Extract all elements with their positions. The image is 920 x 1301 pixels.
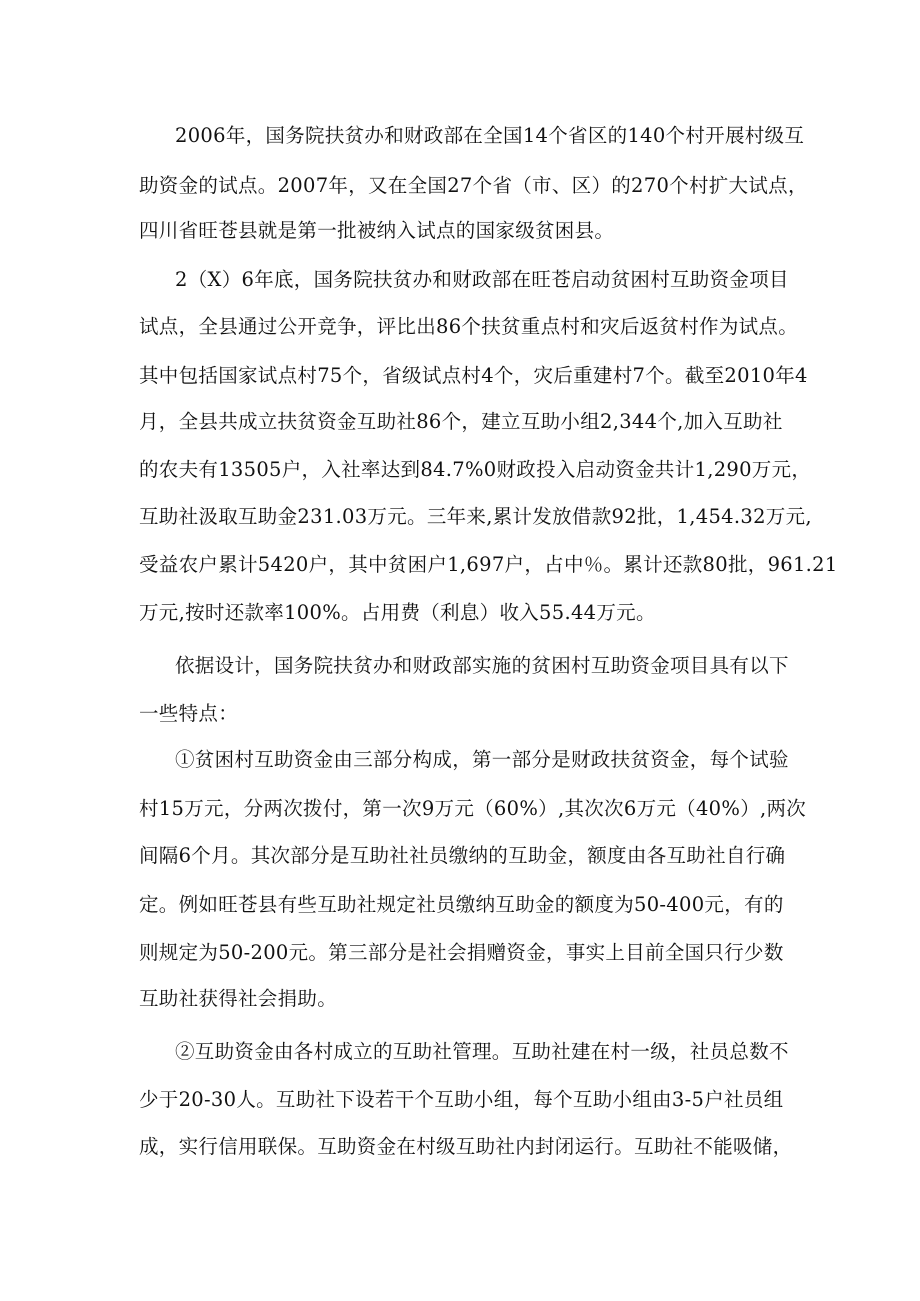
paragraph-2-line-2: 试点，全县通过公开竞争，评比出86个扶贫重点村和灾后返贫村作为试点。: [139, 315, 799, 338]
paragraph-5-line-1: ②互助资金由各村成立的互助社管理。互助社建在村一级，社员总数不: [175, 1040, 789, 1063]
paragraph-4-line-5: 则规定为50-200元。第三部分是社会捐赠资金，事实上目前全国只行少数: [139, 941, 784, 964]
paragraph-4-line-3: 间隔6个月。其次部分是互助社社员缴纳的互助金，额度由各互助社自行确: [139, 844, 786, 867]
paragraph-2-line-6: 互助社汲取互助金231.03万元。三年来,累计发放借款92批，1,454.32万元,: [139, 505, 812, 528]
paragraph-3-line-1: 依据设计，国务院扶贫办和财政部实施的贫困村互助资金项目具有以下: [175, 654, 789, 677]
paragraph-1-line-2: 助资金的试点。2007年，又在全国27个省（市、区）的270个村扩大试点，: [139, 174, 808, 197]
paragraph-1-line-1: 2006年，国务院扶贫办和财政部在全国14个省区的140个村开展村级互: [175, 124, 805, 147]
paragraph-2-line-5: 的农夫有13505户，入社率达到84.7%0财政投入启动资金共计1,290万元，: [139, 458, 812, 481]
paragraph-2-line-4: 月，全县共成立扶贫资金互助社86个，建立互助小组2,344个,加入互助社: [139, 410, 783, 433]
paragraph-4-line-6: 互助社获得社会捐助。: [139, 987, 338, 1010]
paragraph-4-line-2: 村15万元，分两次拨付，第一次9万元（60%）,其次次6万元（40%）,两次: [139, 797, 807, 820]
paragraph-3-line-2: 一些特点：: [139, 702, 239, 725]
paragraph-5-line-2: 少于20-30人。互助社下设若干个互助小组，每个互助小组由3-5户社员组: [139, 1088, 784, 1111]
paragraph-5-line-3: 成，实行信用联保。互助资金在村级互助社内封闭运行。互助社不能吸储，: [139, 1135, 793, 1158]
paragraph-2-line-7: 受益农户累计5420户，其中贫困户1,697户，占中％。累计还款80批，961.21: [139, 553, 838, 576]
paragraph-4-line-4: 定。例如旺苍县有些互助社规定社员缴纳互助金的额度为50-400元，有的: [139, 893, 784, 916]
paragraph-2-line-1: 2（X）6年底，国务院扶贫办和财政部在旺苍启动贫困村互助资金项目: [175, 268, 789, 291]
paragraph-2-line-8: 万元,按时还款率100%。占用费（利息）收入55.44万元。: [139, 601, 656, 624]
paragraph-2-line-3: 其中包括国家试点村75个，省级试点村4个，灾后重建村7个。截至2010年4: [139, 364, 808, 387]
paragraph-4-line-1: ①贫困村互助资金由三部分构成，第一部分是财政扶贫资金，每个试验: [175, 748, 789, 771]
paragraph-1-line-3: 四川省旺苍县就是第一批被纳入试点的国家级贫困县。: [139, 219, 615, 242]
